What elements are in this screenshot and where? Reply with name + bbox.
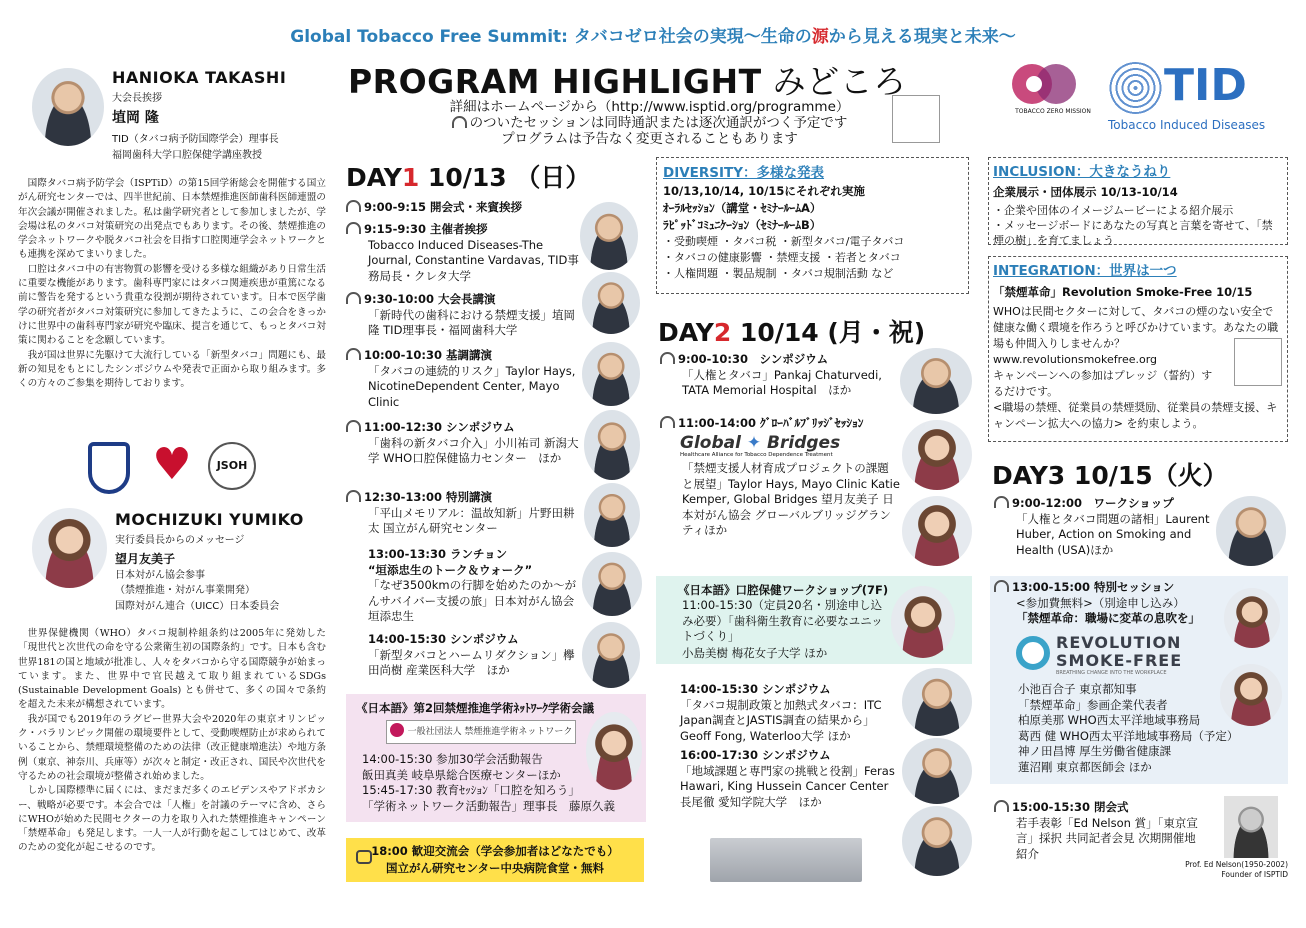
revolution-smoke-free-logo: REVOLUTION SMOKE-FREE BREATHING CHANGE INTO THE WORKPLACE [1016,630,1186,680]
qr-code-icon[interactable] [1235,339,1281,385]
p2-jp: 望月友美子 [115,552,176,566]
oral-workshop-box: 《日本語》口腔保健ワークショップ(7F) 11:00-15:30（定員20名・別途申し込み必要）「歯科衛生教育に必要なユニットづくり」 小島美樹 梅花女子大学 ほか [656,576,972,664]
inclusion-box: INCLUSION：大きなうねり 企業展示・団体展示 10/13-10/14 ・企業や団体のイメージムービーによる紹介展示 ・メッセージボードにあなたの写真と言葉を寄せて、「禁煙の樹」を育てましょう [988,157,1288,245]
teeth-image [710,838,862,882]
headphone-icon [994,800,1009,812]
day2-heading: DAY2 10/14 (月・祝) [658,318,926,347]
speaker-photo [902,806,972,876]
speaker-photo [891,586,955,658]
network-logo: 一般社団法人 禁煙推進学術ネットワーク [386,720,576,744]
speaker-photo [902,496,972,566]
speaker-photo [582,552,642,616]
day1-sessions: 9:00-9:15 開会式・来賓挨拶 9:15-9:30 主催者挨拶 Tobacco Induced Diseases-The Journal, Constantine Vardavas, TID事務局長・クレタ大学 9:30-10:00 大会長講演 「新時代の歯科における禁煙支援」埴岡隆 TID理事長・福岡歯科大学 10:00-10:30 基調講演 「タバコの連続的リスク」Taylor Hays, NicotineDependent Center, Mayo Clinic 11:00-12:30 シンポジウム 「歯科の新タバコ介入」小川祐司 新潟大学 WHO口腔保健協力センター ほか 12:30-13:00 特別講演 「平山メモリアル：温故知新」片野田耕太 国立がん研究センター 13:00-13:30 ランチョン “垣添忠生のトーク＆ウォーク” 「なぜ3500kmの行脚を始めたのか〜がんサバイバー支援の旅」日本対がん協会 垣添忠生 14:00-15:30 シンポジウム 「新型タバコとハームリダクション」欅田尚樹 産業医科大学 ほか [346,200,586,679]
para-2: 口腔はタバコ中の有害物質の影響を受ける多様な組織があり日常生活に重要な機能があります。歯科専門家にはタバコ関連疾患が重篤になる前に警告を発するという貴重な役割が期待されています。日本で医学歯学の研究者がタバコ対策研究に参加してきたように、この会合をきっかけに世界中の歯科専門家が研究や臨床、提言を通じて、もっとタバコ対策に関わることを念願しています。 [18,263,326,347]
ed-nelson-photo [1224,796,1278,858]
ribbon-heart-icon: ♥ [152,439,192,490]
headphone-icon [994,496,1009,508]
event-title: Global Tobacco Free Summit: タバコゼロ社会の実現〜生命の源から見える現実と未来〜 [290,27,1016,47]
headphone-icon [660,352,675,364]
special-session-box: 13:00-15:00 特別セッション <参加費無料>（別途申し込み） 「禁煙革命：職場に変革の息吹を」 REVOLUTION SMOKE-FREE BREATHING CHANGE INTO THE WORKPLACE 小池百合子 東京都知事 「禁煙革命」参画企業代表者 柏原美那 WHO西太平洋地域事務局 葛西 健 WHO西太平洋地域事務局（予定） 神ノ田昌博 厚生労働省健康課 蓮沼剛 東京都医師会 ほか [990,576,1288,784]
mochizuki-photo [32,508,107,588]
p1-aff2: 福岡歯科大学口腔保健学講座教授 [112,150,262,161]
photo-caption: Prof. Ed Nelson(1950-2002) Founder of ISPTID [1185,860,1288,879]
p2-message [18,627,326,856]
tobacco-zero-mission-logo: TOBACCO ZERO MISSION [1008,62,1088,122]
speaker-photo [1216,496,1286,566]
p1-message [18,177,326,391]
diversity-title: DIVERSITY：多様な発表 [663,165,825,181]
headphone-icon [346,348,361,360]
headphone-icon [346,420,361,432]
qr-code-icon[interactable] [893,96,939,142]
p1-role: 大会長挨拶 [112,93,162,104]
p1-jp: 埴岡 隆 [112,110,159,126]
headphone-icon [994,580,1009,592]
notes: 詳細はホームページから（http://www.isptid.org/programme） のついたセッションは同時通訳または逐次通訳がつく予定です プログラムは予告なく変更されることもあります [449,99,850,147]
headphone-icon [346,200,361,212]
headphone-icon [346,222,361,234]
para-6: しかし国際標準に届くには、まだまだ多くのエビデンスやアドボカシー、戦略が必要です。本会合では「人権」を討議のテーマに含め、さらにWHOが始めた民間セクターの力を取り入れた禁煙推進キャンペーン「禁煙革命」も発足します。一人一人が行動を起こしてはじめて、改革のための変化が起こせるのです。 [18,785,326,854]
day2-session-3: 14:00-15:30 シンポジウム 「タバコ規制政策と加熱式タバコ：ITC Japan調査とJASTIS調査の結果から」Geoff Fong, Waterloo大学 ほか [680,682,882,743]
p2-role: 実行委員長からのメッセージ [115,535,245,546]
speaker-photo [902,420,972,490]
day3-session-3: 15:00-15:30 閉会式 若手表彰「Ed Nelson 賞」「東京宣言」採択 共同記者会見 次期開催地紹介 [994,800,1204,862]
society-logos [80,440,270,495]
day1-heading: DAY1 10/13 （日） [346,163,591,192]
headphone-icon [452,116,467,128]
page-title: PROGRAM HIGHLIGHT みどころ [348,62,907,101]
day2-session-1: 9:00-10:30 シンポジウム 「人権とタバコ」Pankaj Chaturvedi, TATA Memorial Hospital ほか [660,352,900,399]
headphone-icon [346,292,361,304]
speaker-photo [902,668,972,736]
speaker-photo [900,348,972,414]
speaker-photo [580,202,638,270]
headphone-icon [660,416,675,428]
speaker-photo [902,738,972,804]
speaker-photo [584,483,640,547]
p2-aff3: 国際対がん連合（UICC）日本委員会 [115,601,280,612]
speech-bubble-icon [356,850,372,864]
p2-aff2: （禁煙推進・対がん事業開発） [115,585,255,596]
p2-name: MOCHIZUKI YUMIKO [115,510,304,529]
p2-aff1: 日本対がん協会参事 [115,570,205,581]
para-5: 我が国でも2019年のラグビー世界大会や2020年の東京オリンピック・パラリンピック開催の環境要件として、受動喫煙防止が求められていることから、禁煙環境整備のための法律（改正健康増進法）や地方条例（東京、神奈川、兵庫等）が次々と制定・改正され、国民や次世代を守るための社会環境が整備され始めました。 [18,713,326,782]
day2-session-4: 16:00-17:30 シンポジウム 「地域課題と専門家の挑戦と役割」Feras Hawari, King Hussein Cancer Center 長尾徹 愛知学院大学 ほか [680,748,895,809]
p1-aff1: TID（タバコ病予防国際学会）理事長 [112,134,279,145]
day3-session-1: 9:00-12:00 ワークショップ 「人権とタバコ問題の諸相」Laurent Huber, Action on Smoking and Health (USA)ほか [994,496,1214,558]
pink-title: 《日本語》第2回禁煙推進学術ﾈｯﾄﾜｰｸ学術会議 [356,701,594,715]
speaker-photo [582,342,640,406]
p1-name: HANIOKA TAKASHI [112,68,287,87]
speaker-photo [582,272,640,334]
hanioka-photo [32,68,104,146]
revolution-url[interactable]: www.revolutionsmokefree.org [993,353,1158,366]
speaker-photo [1224,588,1280,648]
headphone-icon [346,490,361,502]
day2-session-2: 11:00-14:00 ｸﾞﾛｰﾊﾞﾙﾌﾞﾘｯｼﾞｾｯｼｮﾝ Global ✦ Bridges Healthcare Alliance for Tobacco Dependence Treatment 「禁煙支援人材育成プロジェクトの課題と展望」Taylor Hays, Mayo Clinic Katie Kemper, Global Bridges 望月友美子 日本対がん協会 グローバルブリッジグランティほか [660,416,900,539]
dental-logo-icon [88,442,130,494]
speaker-photo [584,410,640,480]
global-bridges-logo: Global ✦ Bridges [680,432,841,453]
speaker-photo [582,622,640,688]
para-4: 世界保健機関（WHO）タバコ規制枠組条約は2005年に発効した「現世代と次世代の命を守る公衆衛生初の国際条約」です。日本も含む世界181の国と地域が批准し、人々をタバコから守る国際競争が始まっています。また、世界中で官民越えて取り組まれているSDGs (Sustainable Development Goals) とも併せて、多くの国々で条約を超えた未来が構想されています。 [18,628,326,711]
day3-heading: DAY3 10/15（火） [992,461,1228,490]
para-1: 国際タバコ病予防学会（ISPTiD）の第15回学術総会を開催する国立がん研究センターでは、四半世紀前、日本禁煙推進医師歯科医師連盟の年次会議が開催されました。私は歯学研究者として参加しましたが、学会場は私のタバコ対策研究の出発点でもあります。その後、禁煙推進の学会ネットワークや脱タバコ社会を目指す口腔関連学会ネットワークとも連携を深めてまいりました。 [18,178,326,261]
tid-logo: TID Tobacco Induced Diseases [1108,60,1266,132]
integration-box: INTEGRATION：世界は一つ 「禁煙革命」Revolution Smoke-Free 10/15 WHOは民間セクターに対して、タバコの煙のない安全で健康な働く環境を作ろうと呼びかけています。あなたの職場も仲間入りしませんか？ www.revolutionsmokefree.org キャンペーンへの参加はプレッジ（誓約）するだけです。 <職場の禁煙、従業員の禁煙奨励、従業員の禁煙支援、キャンペーン拡大への協力> を約束しよう。 [988,256,1288,442]
network-meeting-box: 《日本語》第2回禁煙推進学術ﾈｯﾄﾜｰｸ学術会議 一般社団法人 禁煙推進学術ネットワーク 14:00-15:30 参加30学会活動報告 飯田真美 岐阜県総合医療センターほか 15:45-17:30 教育ｾｯｼｮﾝ「口腔を知ろう」 「学術ネットワーク活動報告」理事長 藤原久義 [346,694,646,822]
para-3: 我が国は世界に先駆けて大流行している「新型タバコ」問題にも、最新の知見をもとにしたシンポジウムや発表で正面から取り組みます。多くの方々のご参集を期待しております。 [18,349,326,390]
diversity-box: DIVERSITY：多様な発表 10/13,10/14, 10/15にそれぞれ実施 ｵｰﾗﾙｾｯｼｮﾝ（講堂・ｾﾐﾅｰﾙｰﾑA） ﾗﾋﾟｯﾄﾞｺﾐｭﾆｹｰｼｮﾝ（ｾﾐﾅｰﾙｰﾑB） ・受動喫煙 ・タバコ税 ・新型タバコ/電子タバコ ・タバコの健康影響 ・禁煙支援 ・若者とタバコ ・人権問題 ・製品規制 ・タバコ規制活動 など [656,157,969,294]
jsoh-logo: JSOH [208,442,256,490]
reception-box: 18:00 歓迎交流会（学会参加者はどなたでも） 国立がん研究センター中央病院食堂・無料 [346,838,644,882]
